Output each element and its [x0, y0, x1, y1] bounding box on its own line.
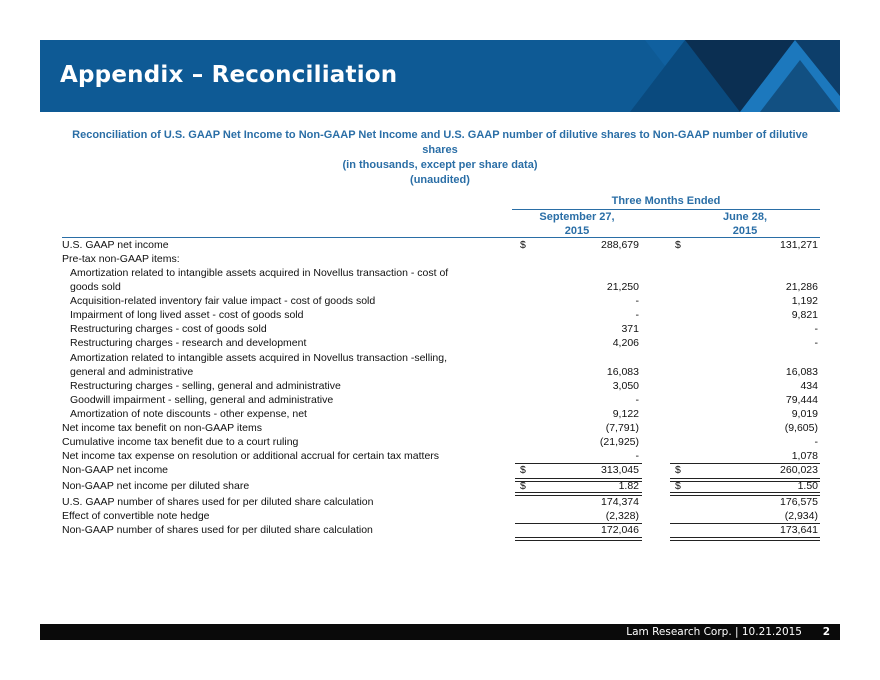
col1-value: (21,925)	[599, 436, 639, 448]
col1-value: 371	[621, 323, 639, 335]
col1-value: -	[635, 450, 639, 462]
col1-value: 9,122	[612, 408, 639, 420]
col1-value: 288,679	[601, 239, 639, 251]
shares-double-rule-col2	[670, 537, 820, 541]
table-row	[62, 280, 822, 294]
subtotal-rule-col1	[515, 463, 642, 464]
col2-value: 173,641	[780, 524, 818, 536]
table-row	[62, 421, 822, 435]
col1-value: 4,206	[612, 337, 639, 349]
col1-value: -	[635, 295, 639, 307]
col2-header-line1: June 28,	[722, 211, 768, 223]
subtitle-units: (in thousands, except per share data)	[342, 159, 538, 171]
row-label: U.S. GAAP net income	[62, 239, 169, 251]
col2-value: -	[814, 337, 818, 349]
page-number: 2	[822, 626, 830, 638]
col1-currency: $	[520, 464, 526, 476]
row-label: U.S. GAAP number of shares used for per diluted share calculation	[62, 496, 374, 508]
col2-value: 16,083	[785, 366, 818, 378]
row-label: Amortization related to intangible assets acquired in Novellus transaction - cost of	[70, 267, 449, 279]
column-group-header: Three Months Ended	[611, 195, 721, 207]
table-row	[62, 509, 822, 523]
col2-value: -	[814, 323, 818, 335]
table-row	[62, 266, 822, 280]
col1-value: 16,083	[606, 366, 639, 378]
row-label: Pre-tax non-GAAP items:	[62, 253, 180, 265]
subtitle-line-1: Reconciliation of U.S. GAAP Net Income to Non-GAAP Net Income and U.S. GAAP number of dilutive shares to Non-GAAP number of dilutive	[72, 129, 808, 141]
shares-rule-col1	[515, 523, 642, 524]
col1-header-line1: September 27,	[539, 211, 615, 223]
row-label: Amortization related to intangible assets acquired in Novellus transaction -selling,	[70, 352, 448, 364]
col1-value: 1.82	[618, 480, 639, 492]
net-income-double-rule-col2	[670, 478, 820, 482]
col2-value: 79,444	[785, 394, 818, 406]
shares-double-rule-col1	[515, 537, 642, 541]
row-label: Acquisition-related inventory fair value impact - cost of goods sold	[70, 295, 376, 307]
col2-currency: $	[675, 480, 681, 492]
row-label: Impairment of long lived asset - cost of goods sold	[70, 309, 304, 321]
table-row	[62, 523, 822, 537]
col2-value: 1.50	[797, 480, 818, 492]
table-row	[62, 393, 822, 407]
row-label: Restructuring charges - selling, general and administrative	[70, 380, 341, 392]
row-label: goods sold	[70, 281, 121, 293]
col2-value: 131,271	[780, 239, 818, 251]
row-label: Net income tax benefit on non-GAAP items	[62, 422, 262, 434]
col2-value: 176,575	[780, 496, 818, 508]
col2-value: 21,286	[785, 281, 818, 293]
col2-currency: $	[675, 239, 681, 251]
subtotal-rule-col2	[670, 463, 820, 464]
col2-value: 260,023	[780, 464, 818, 476]
net-income-double-rule-col1	[515, 478, 642, 482]
row-label: Cumulative income tax benefit due to a court ruling	[62, 436, 299, 448]
table-row	[62, 308, 822, 322]
col1-currency: $	[520, 480, 526, 492]
col2-value: 1,078	[791, 450, 818, 462]
col1-value: 21,250	[606, 281, 639, 293]
col1-value: (2,328)	[605, 510, 639, 522]
col2-currency: $	[675, 464, 681, 476]
table-row	[62, 407, 822, 421]
table-row	[62, 336, 822, 350]
col1-currency: $	[520, 239, 526, 251]
shares-rule-col2	[670, 523, 820, 524]
row-label: Non-GAAP net income	[62, 464, 169, 476]
eps-double-rule-col2	[670, 492, 820, 496]
table-row	[62, 463, 822, 477]
col2-value: 9,019	[791, 408, 818, 420]
header-rule	[512, 209, 820, 210]
row-label: Non-GAAP net income per diluted share	[62, 480, 250, 492]
page-title: Appendix – Reconciliation	[60, 62, 398, 88]
table-row	[62, 252, 822, 266]
table-row	[62, 495, 822, 509]
col2-value: 1,192	[791, 295, 818, 307]
row-label: Amortization of note discounts - other expense, net	[70, 408, 307, 420]
table-row	[62, 238, 822, 252]
row-label: Goodwill impairment - selling, general and administrative	[70, 394, 334, 406]
row-label: Restructuring charges - research and development	[70, 337, 307, 349]
table-row	[62, 435, 822, 449]
table-row	[62, 379, 822, 393]
table-row	[62, 322, 822, 336]
row-label: general and administrative	[70, 366, 194, 378]
row-label: Net income tax expense on resolution or additional accrual for certain tax matters	[62, 450, 440, 462]
col2-value: (2,934)	[784, 510, 818, 522]
row-label: Non-GAAP number of shares used for per diluted share calculation	[62, 524, 373, 536]
col2-value: (9,605)	[784, 422, 818, 434]
table-row	[62, 351, 822, 365]
table-row	[62, 294, 822, 308]
col1-value: 313,045	[601, 464, 639, 476]
footer-bar	[40, 624, 840, 640]
col1-value: -	[635, 309, 639, 321]
col1-value: 174,374	[601, 496, 639, 508]
subtitle-line-2: shares	[422, 144, 458, 156]
row-label: Effect of convertible note hedge	[62, 510, 210, 522]
col1-value: (7,791)	[605, 422, 639, 434]
col1-value: 172,046	[601, 524, 639, 536]
col2-value: 9,821	[791, 309, 818, 321]
col2-header-line2: 2015	[732, 225, 758, 237]
row-label: Restructuring charges - cost of goods sold	[70, 323, 267, 335]
col1-header-line2: 2015	[564, 225, 590, 237]
subtitle-unaudited: (unaudited)	[410, 174, 470, 186]
col2-value: -	[814, 436, 818, 448]
col1-value: 3,050	[612, 380, 639, 392]
title-banner	[40, 40, 840, 112]
table-row	[62, 365, 822, 379]
col2-value: 434	[800, 380, 818, 392]
col1-value: -	[635, 394, 639, 406]
table-row	[62, 449, 822, 463]
footer-company-date: Lam Research Corp. | 10.21.2015	[626, 626, 802, 638]
eps-double-rule-col1	[515, 492, 642, 496]
